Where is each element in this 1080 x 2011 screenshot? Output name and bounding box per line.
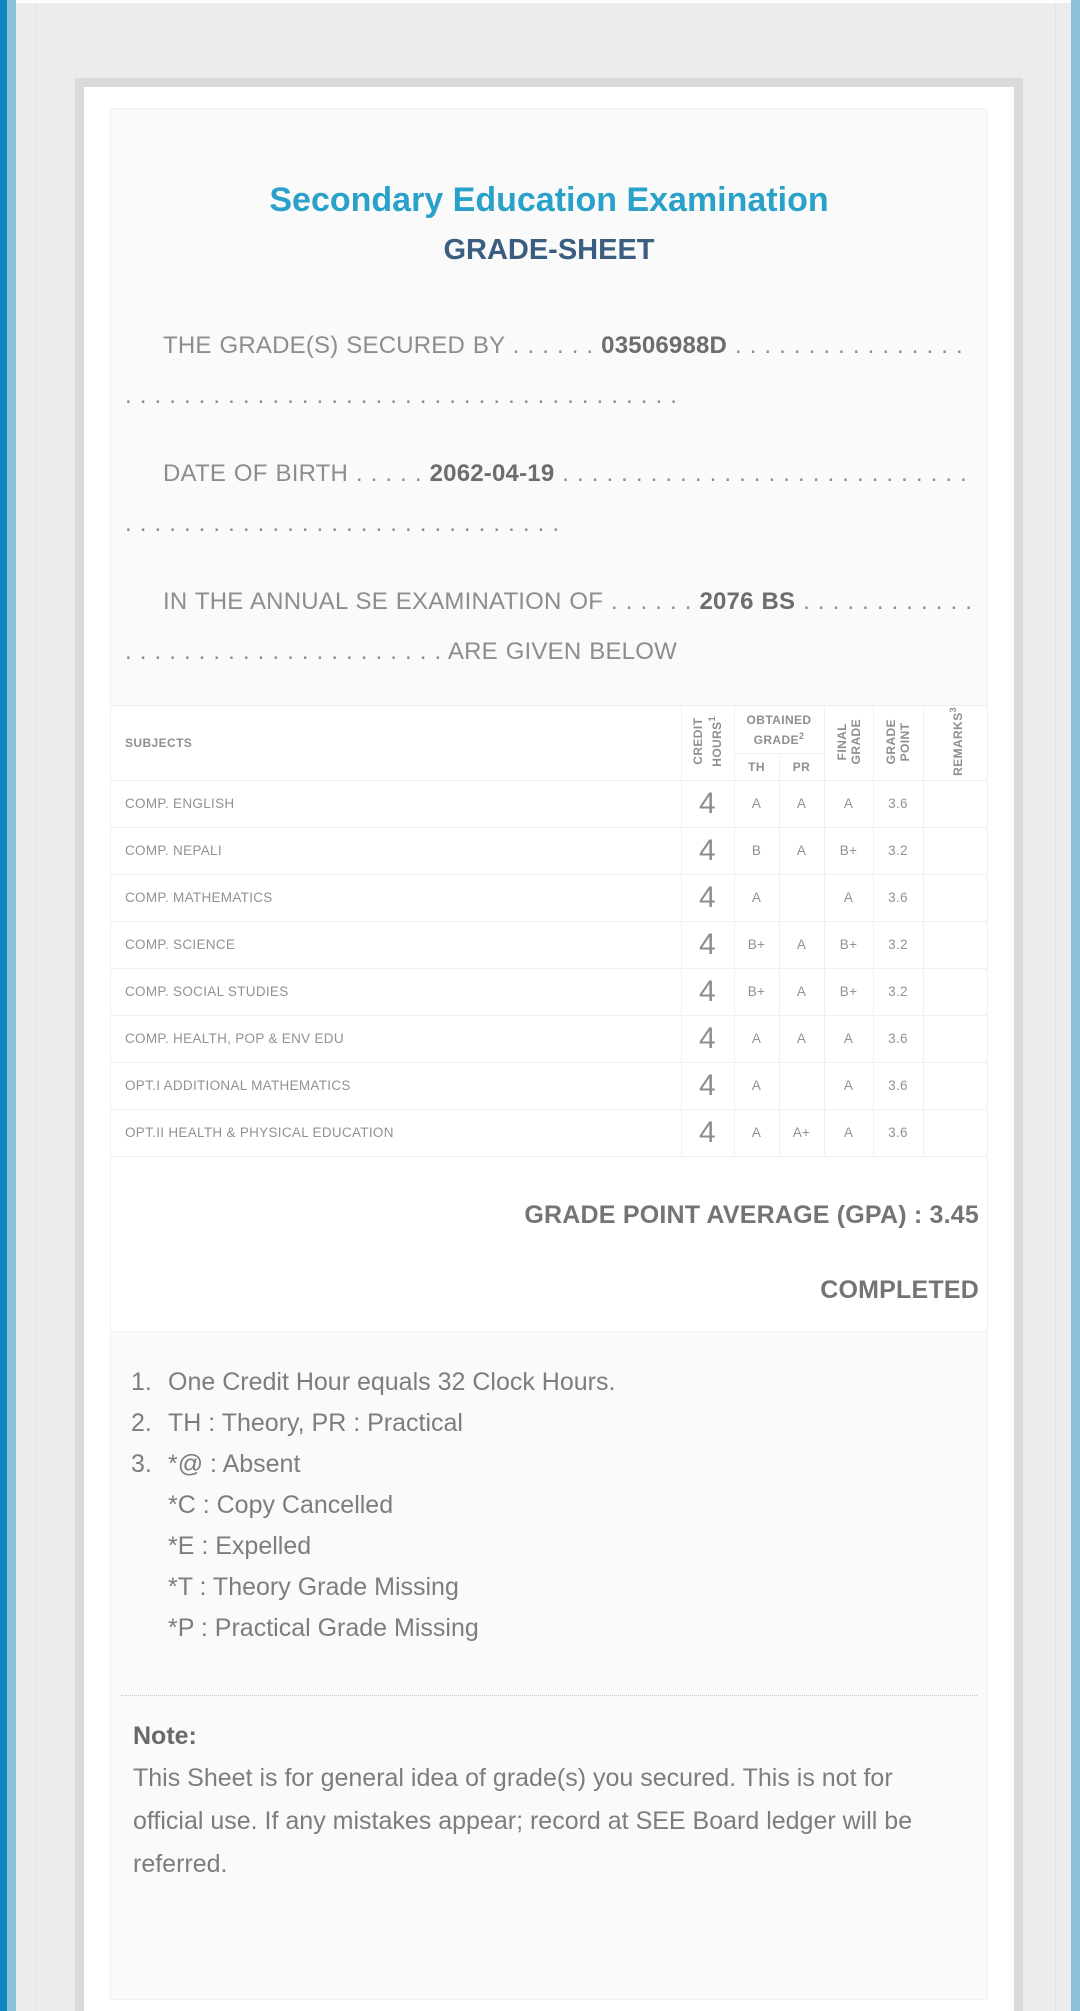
subject-cell: OPT.I ADDITIONAL MATHEMATICS	[111, 1062, 681, 1109]
final-grade-cell: A	[824, 1015, 873, 1062]
dot-leader: . . . . . . . . . . . . . . . . . . . . . . . . . . . . . . . . . . . . . . . . . . . . . . . . . . . . . . . . . .	[125, 460, 967, 537]
intro-text: THE GRADE(S) SECURED BY . . . . . .	[163, 332, 602, 359]
theory-grade-cell: A	[734, 1062, 779, 1109]
dot-leader: . . . . . . . . . . . . . . . . . . . . . . . . . . . . . . . . . .	[125, 588, 973, 665]
footnote-number	[131, 1608, 168, 1649]
final-grade-cell: B+	[824, 827, 873, 874]
sheet-card	[75, 78, 1023, 2011]
credit-hours-cell: 4	[681, 1062, 734, 1109]
intro-paragraph	[125, 577, 973, 677]
final-grade-cell: A	[824, 1062, 873, 1109]
footnote-row	[131, 1444, 973, 1485]
credit-hours-vertical-label: CREDIT HOURS$^1$	[691, 716, 724, 767]
table-row	[111, 921, 987, 968]
grade-point-cell: 3.6	[873, 1109, 923, 1156]
obtained-grade-label: OBTAINED GRADE$^2$	[746, 712, 812, 747]
practical-grade-cell	[779, 874, 824, 921]
credit-hours-cell: 4	[681, 968, 734, 1015]
credit-hours-cell: 4	[681, 874, 734, 921]
remarks-vertical-label: REMARKS$^3$	[947, 707, 965, 776]
practical-grade-cell: A	[779, 921, 824, 968]
summary-section	[111, 1157, 987, 1332]
practical-grade-cell: A	[779, 1015, 824, 1062]
gutter-line-left	[36, 0, 37, 2011]
final-grade-vertical-label: FINAL GRADE	[834, 718, 863, 765]
footnote-number: 2.	[131, 1408, 152, 1437]
subject-cell: COMP. ENGLISH	[111, 780, 681, 827]
sheet-card-inner	[84, 87, 1014, 2011]
col-header-th: TH	[734, 754, 779, 781]
theory-grade-cell: B+	[734, 921, 779, 968]
col-header-pr: PR	[779, 754, 824, 781]
credit-hours-cell: 4	[681, 827, 734, 874]
theory-grade-cell: A	[734, 1015, 779, 1062]
remarks-cell	[923, 1109, 987, 1156]
final-grade-cell: B+	[824, 921, 873, 968]
grade-point-cell: 3.6	[873, 874, 923, 921]
final-grade-cell: A	[824, 780, 873, 827]
intro-paragraph	[125, 449, 973, 549]
remarks-cell	[923, 780, 987, 827]
subject-cell: COMP. MATHEMATICS	[111, 874, 681, 921]
footnote-row	[131, 1403, 973, 1444]
grades-table	[111, 706, 987, 1157]
footnotes-section	[111, 1332, 987, 1649]
remarks-cell	[923, 1015, 987, 1062]
credit-hours-cell: 4	[681, 921, 734, 968]
intro-value: 2062-04-19	[429, 460, 555, 487]
table-row	[111, 1109, 987, 1156]
credit-hours-cell: 4	[681, 780, 734, 827]
theory-grade-cell: B+	[734, 968, 779, 1015]
intro-value: 03506988D	[601, 332, 728, 359]
footnote-text: *E : Expelled	[168, 1531, 312, 1560]
table-row	[111, 827, 987, 874]
theory-grade-cell: A	[734, 780, 779, 827]
page-subtitle: GRADE-SHEET	[443, 234, 655, 266]
col-header-grade-point	[873, 706, 923, 780]
practical-grade-cell	[779, 1062, 824, 1109]
footnote-text: TH : Theory, PR : Practical	[168, 1408, 463, 1437]
accent-stripe-dark	[0, 0, 7, 2011]
theory-grade-cell: B	[734, 827, 779, 874]
dot-leader: . . . . . . . . . . . . . . . . . . . . . . . . . . . . . . . . . . . . . . . . . . . . . . . . . . . . . .	[125, 332, 963, 409]
intro-paragraph	[125, 321, 973, 421]
intro-section	[111, 267, 987, 677]
practical-grade-cell: A+	[779, 1109, 824, 1156]
grades-table-section	[111, 705, 987, 1157]
subject-cell: COMP. NEPALI	[111, 827, 681, 874]
note-text: This Sheet is for general idea of grade(s) you secured. This is not for official use. If any mistakes appear; record at SEE Board ledger will be referred.	[133, 1763, 913, 1878]
grade-point-cell: 3.2	[873, 968, 923, 1015]
footnote-text: *T : Theory Grade Missing	[168, 1572, 459, 1601]
remarks-cell	[923, 874, 987, 921]
col-header-credit-hours	[681, 706, 734, 780]
subject-cell: COMP. HEALTH, POP & ENV EDU	[111, 1015, 681, 1062]
intro-text: IN THE ANNUAL SE EXAMINATION OF . . . . . .	[163, 588, 700, 615]
gutter-line-right	[1055, 0, 1056, 2011]
footnote-text: *P : Practical Grade Missing	[168, 1613, 479, 1642]
footnote-row	[131, 1362, 973, 1403]
top-sliver	[16, 0, 1071, 3]
grade-point-cell: 3.6	[873, 1015, 923, 1062]
footnote-text: *C : Copy Cancelled	[168, 1490, 394, 1519]
footnote-number	[131, 1485, 168, 1526]
document-header	[111, 109, 987, 267]
remarks-cell	[923, 827, 987, 874]
final-grade-cell: A	[824, 1109, 873, 1156]
remarks-cell	[923, 968, 987, 1015]
table-row	[111, 968, 987, 1015]
grades-table-header	[111, 706, 987, 780]
grade-sheet-panel	[110, 108, 988, 2000]
practical-grade-cell: A	[779, 780, 824, 827]
footnote-number	[131, 1526, 168, 1567]
subject-cell: COMP. SOCIAL STUDIES	[111, 968, 681, 1015]
grade-point-cell: 3.2	[873, 921, 923, 968]
note-section	[111, 1696, 987, 1886]
col-header-subjects: SUBJECTS	[111, 706, 681, 780]
practical-grade-cell: A	[779, 968, 824, 1015]
accent-stripe-right	[1071, 0, 1080, 2011]
footnote-number: 3.	[131, 1449, 152, 1478]
gpa-value: GRADE POINT AVERAGE (GPA) : 3.45	[524, 1200, 979, 1229]
grade-point-cell: 3.2	[873, 827, 923, 874]
footnote-row	[131, 1567, 973, 1608]
col-header-final-grade	[824, 706, 873, 780]
final-grade-cell: B+	[824, 968, 873, 1015]
table-row	[111, 874, 987, 921]
final-grade-cell: A	[824, 874, 873, 921]
intro-text: DATE OF BIRTH . . . . .	[163, 460, 430, 487]
theory-grade-cell: A	[734, 1109, 779, 1156]
table-row	[111, 780, 987, 827]
footnote-row	[131, 1526, 973, 1567]
status-completed: COMPLETED	[820, 1275, 979, 1304]
subject-cell: COMP. SCIENCE	[111, 921, 681, 968]
table-row	[111, 1062, 987, 1109]
footnote-number: 1.	[131, 1367, 152, 1396]
remarks-cell	[923, 921, 987, 968]
col-header-obtained-grade	[734, 706, 824, 754]
grade-point-cell: 3.6	[873, 1062, 923, 1109]
footnote-text: One Credit Hour equals 32 Clock Hours.	[168, 1367, 616, 1396]
note-label: Note:	[133, 1721, 197, 1750]
footnote-text: *@ : Absent	[168, 1449, 301, 1478]
grade-point-vertical-label: GRADE POINT	[884, 718, 913, 765]
footnote-row	[131, 1485, 973, 1526]
theory-grade-cell: A	[734, 874, 779, 921]
intro-value: 2076 BS	[699, 588, 796, 615]
grade-point-cell: 3.6	[873, 780, 923, 827]
col-header-remarks	[923, 706, 987, 780]
accent-stripe-light	[7, 0, 16, 2011]
credit-hours-cell: 4	[681, 1015, 734, 1062]
subject-cell: OPT.II HEALTH & PHYSICAL EDUCATION	[111, 1109, 681, 1156]
grades-table-body	[111, 780, 987, 1156]
remarks-cell	[923, 1062, 987, 1109]
footnote-row	[131, 1608, 973, 1649]
footnote-number	[131, 1567, 168, 1608]
table-row	[111, 1015, 987, 1062]
practical-grade-cell: A	[779, 827, 824, 874]
credit-hours-cell: 4	[681, 1109, 734, 1156]
intro-suffix: ARE GIVEN BELOW	[447, 638, 677, 665]
page-title: Secondary Education Examination	[269, 181, 829, 219]
